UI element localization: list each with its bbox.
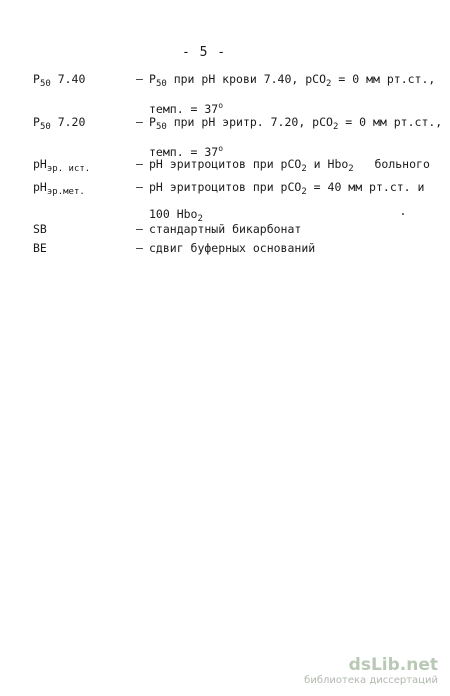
watermark-title: dsLib.net <box>348 655 438 675</box>
abbreviation-term: $pH_{эр. ист.}$ <box>33 157 91 174</box>
abbreviation-definition: $P_{50}$ при pH эритр. 7.20, pCO$_2$ = 0 мм рт.ст., темп. = $37^o$ <box>149 115 443 159</box>
dash: – <box>136 72 143 86</box>
watermark-subtitle: библиотека диссертаций <box>304 675 438 686</box>
abbreviation-term: $P_{50}$ 7.40 <box>33 72 86 89</box>
abbreviation-definition: стандартный бикарбонат <box>149 222 302 236</box>
dash: – <box>136 157 143 171</box>
page-number: - 5 - <box>182 45 227 60</box>
abbreviation-term: $pH_{эр.мет.}$ <box>33 180 85 197</box>
abbreviation-term: BE <box>33 241 47 255</box>
ink-speck <box>402 213 404 215</box>
abbreviation-definition: сдвиг буферных оснований <box>149 241 316 255</box>
abbreviation-definition: pH эритроцитов при pCO$_2$ и Hbo$_2$ больного <box>149 157 430 174</box>
abbreviation-definition: $P_{50}$ при pH крови 7.40, pCO$_2$ = 0 мм рт.ст., темп. = $37^o$ <box>149 72 436 116</box>
dash: – <box>136 241 143 255</box>
abbreviation-definition: pH эритроцитов при pCO$_2$ = 40 мм рт.ст. и 100 Hbo$_2$ <box>149 180 425 224</box>
dash: – <box>136 115 143 129</box>
dash: – <box>136 180 143 194</box>
abbreviation-term: SB <box>33 222 47 236</box>
dash: – <box>136 222 143 236</box>
abbreviation-term: $P_{50}$ 7.20 <box>33 115 86 132</box>
watermark-logo <box>304 655 438 686</box>
